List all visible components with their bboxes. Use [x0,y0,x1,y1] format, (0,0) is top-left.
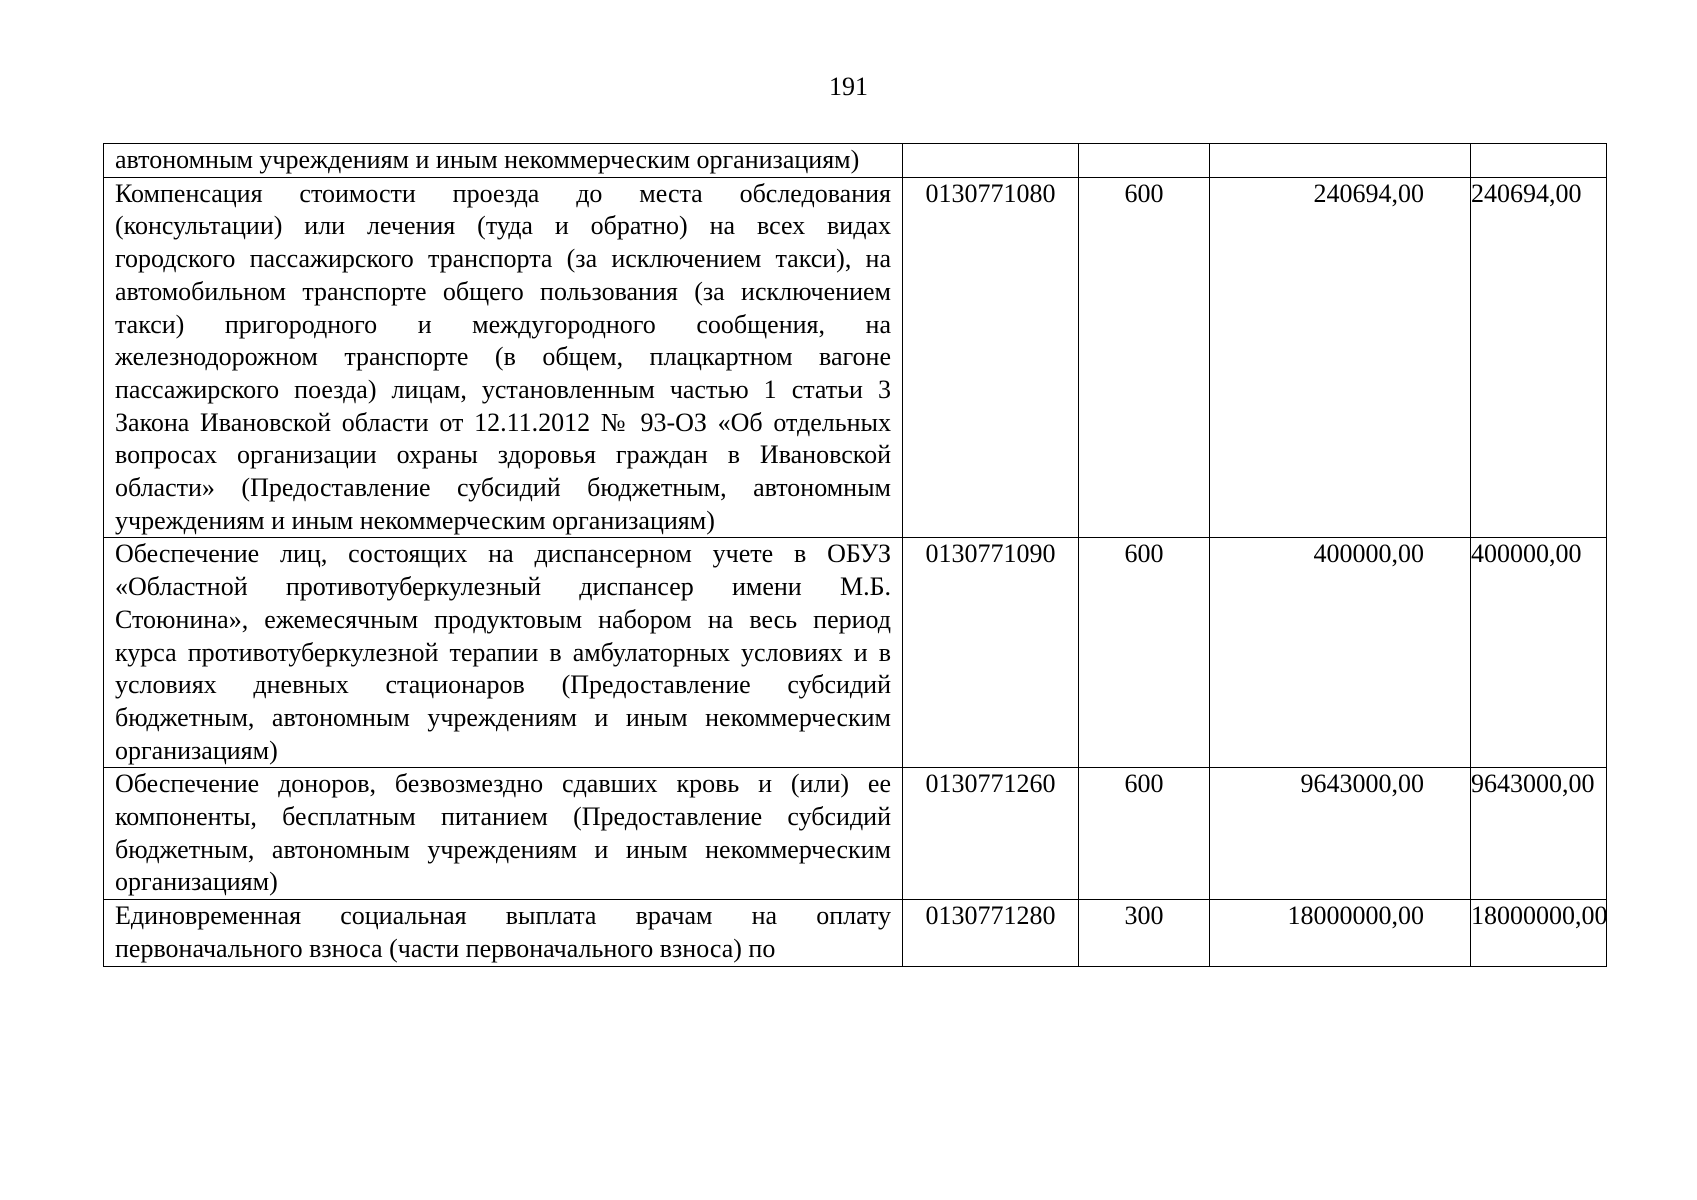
row-target-code: 0130771280 [903,900,1079,966]
row-description: Единовременная социальная выплата врачам на оплату первоначального взноса (части первоначального взноса) по [104,900,903,966]
row-expense-type [1079,144,1210,178]
table-row [104,768,1607,900]
row-description: автономным учреждениям и иным некоммерческим организациям) [104,144,903,178]
table-row [104,538,1607,768]
row-amount-2: 18000000,00 [1471,900,1607,966]
row-expense-type: 600 [1079,768,1210,900]
row-target-code: 0130771260 [903,768,1079,900]
budget-table [103,143,1607,967]
row-amount-2: 400000,00 [1471,538,1607,768]
table-row [104,900,1607,966]
row-amount-1: 400000,00 [1210,538,1471,768]
row-description: Компенсация стоимости проезда до места обследования (консультации) или лечения (туда и обратно) на всех видах городского пассажирского транспорта (за исключением такси), на автомобильном транспорте общего пользования (за исключением такси) пригородного и междугородного сообщения, на железнодорожном транспорте (в общем, плацкартном вагоне пассажирского поезда) лицам, установленным частью 1 статьи 3 Закона Ивановской области от 12.11.2012 № 93-ОЗ «Об отдельных вопросах организации охраны здоровья граждан в Ивановской области» (Предоставление субсидий бюджетным, автономным учреждениям и иным некоммерческим организациям) [104,177,903,538]
row-amount-1: 240694,00 [1210,177,1471,538]
row-amount-1 [1210,144,1471,178]
row-amount-1: 9643000,00 [1210,768,1471,900]
row-amount-2 [1471,144,1607,178]
row-expense-type: 300 [1079,900,1210,966]
row-target-code: 0130771080 [903,177,1079,538]
row-description: Обеспечение лиц, состоящих на диспансерном учете в ОБУЗ «Областной противотуберкулезный диспансер имени М.Б. Стоюнина», ежемесячным продуктовым набором на весь период курса противотуберкулезной терапии в амбулаторных условиях и в условиях дневных стационаров (Предоставление субсидий бюджетным, автономным учреждениям и иным некоммерческим организациям) [104,538,903,768]
row-expense-type: 600 [1079,538,1210,768]
row-amount-2: 240694,00 [1471,177,1607,538]
row-amount-2: 9643000,00 [1471,768,1607,900]
row-expense-type: 600 [1079,177,1210,538]
row-amount-1: 18000000,00 [1210,900,1471,966]
table-row [104,177,1607,538]
row-description: Обеспечение доноров, безвозмездно сдавших кровь и (или) ее компоненты, бесплатным питанием (Предоставление субсидий бюджетным, автономным учреждениям и иным некоммерческим организациям) [104,768,903,900]
row-target-code [903,144,1079,178]
page-number: 191 [829,72,868,101]
row-target-code: 0130771090 [903,538,1079,768]
table-row [104,144,1607,178]
